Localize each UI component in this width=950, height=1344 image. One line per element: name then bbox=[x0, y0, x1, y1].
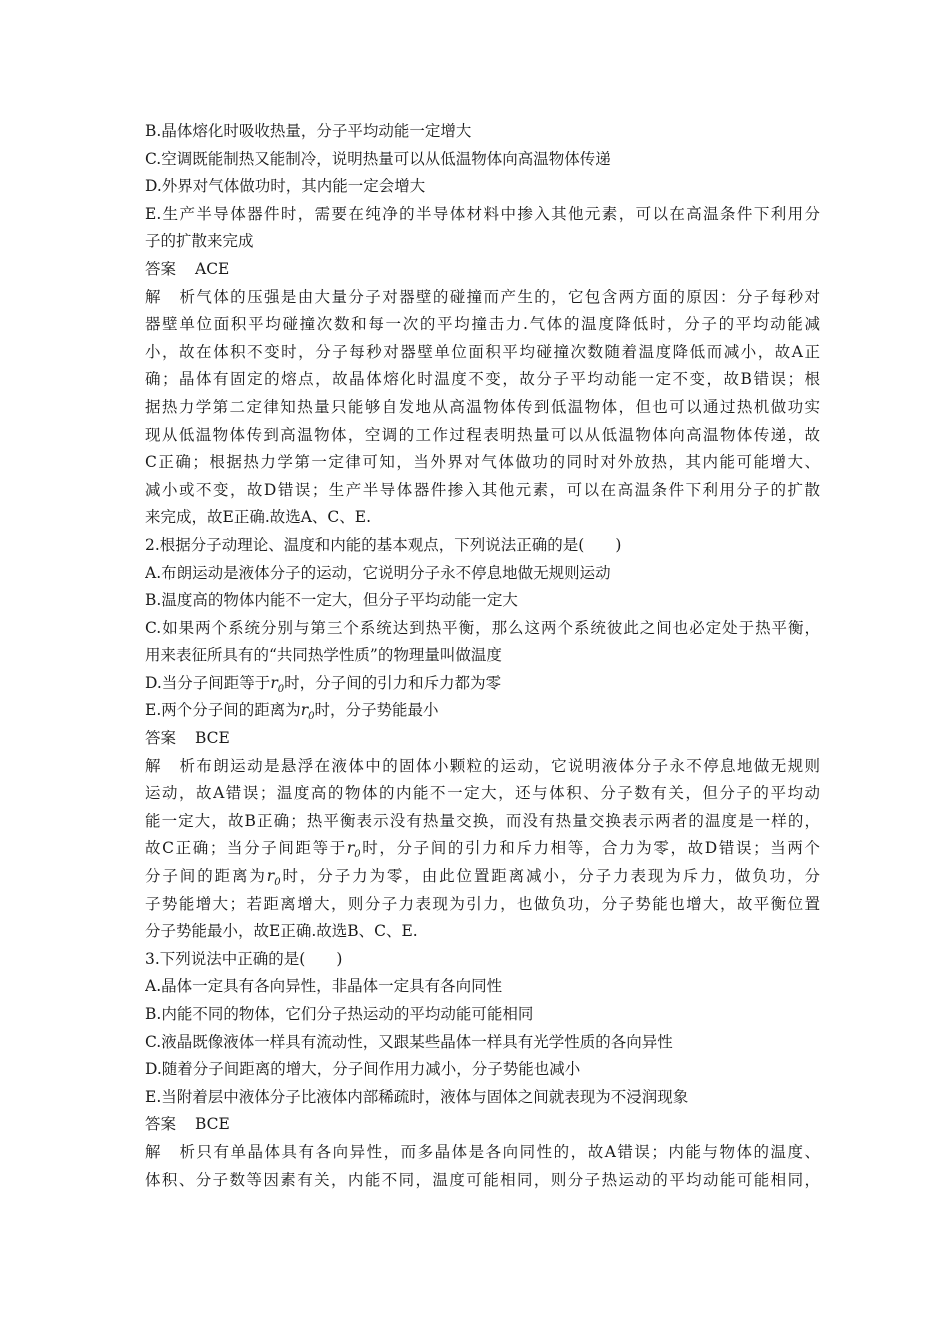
q1-option-e-cont: 子的扩散来完成 bbox=[145, 232, 254, 251]
analysis-label: 解析 bbox=[145, 1142, 195, 1161]
q2-analysis-line: 子势能增大；若距离增大，则分子力表现为引力，也做负功，分子势能也增大，故平衡位置 bbox=[145, 894, 820, 913]
r-letter: r bbox=[300, 701, 309, 720]
analysis-label: 解析 bbox=[145, 756, 195, 775]
q1-option-c: C.空调既能制热又能制冷，说明热量可以从低温物体向高温物体传递 bbox=[145, 149, 611, 168]
q2-option-a: A.布朗运动是液体分子的运动，它说明分子永不停息地做无规则运动 bbox=[145, 563, 611, 582]
analysis-text: 布朗运动是悬浮在液体中的固体小颗粒的运动，它说明液体分子永不停息地做无规则 bbox=[195, 756, 820, 775]
answer-value: BCE bbox=[195, 729, 230, 748]
q2-stem: 2.根据分子动理论、温度和内能的基本观点，下列说法正确的是( ) bbox=[145, 535, 622, 554]
r0-symbol bbox=[346, 839, 361, 861]
r-letter: r bbox=[266, 867, 275, 886]
q2-analysis-line bbox=[145, 835, 820, 863]
option-text: E.两个分子间的距离为 bbox=[145, 701, 301, 720]
q2-option-b: B.温度高的物体内能不一定大，但分子平均动能一定大 bbox=[145, 591, 518, 610]
q1-analysis-line: 器壁单位面积平均碰撞次数和每一次的平均撞击力.气体的温度降低时，分子的平均动能减 bbox=[145, 315, 820, 334]
r-letter: r bbox=[346, 839, 355, 858]
q1-analysis-line: 确；晶体有固定的熔点，故晶体熔化时温度不变，故分子平均动能一定不变，故B错误；根 bbox=[145, 370, 820, 389]
answer-value: ACE bbox=[195, 259, 230, 278]
q2-option-d bbox=[145, 670, 820, 698]
analysis-label: 解析 bbox=[145, 287, 195, 306]
analysis-text: 只有单晶体具有各向异性，而多晶体是各向同性的，故A错误；内能与物体的温度、 bbox=[195, 1142, 820, 1161]
analysis-text: 分子间的距离为 bbox=[145, 867, 267, 886]
document-body bbox=[145, 118, 820, 1194]
q2-analysis-line: 能一定大，故B正确；热平衡表示没有热量交换，而没有热量交换表示两者的温度是一样的， bbox=[145, 811, 820, 830]
q3-option-d: D.随着分子间距离的增大，分子间作用力减小，分子势能也减小 bbox=[145, 1060, 581, 1079]
q1-analysis-line: C正确；根据热力学第一定律可知，当外界对气体做功的同时对外放热，其内能可能增大、 bbox=[145, 453, 820, 472]
q3-analysis-line bbox=[145, 1139, 820, 1167]
r-subscript: 0 bbox=[274, 877, 281, 889]
analysis-text: 时，分子力为零，由此位置距离减小，分子力表现为斥力，做负功，分 bbox=[280, 867, 820, 886]
answer-label: 答案 bbox=[145, 729, 177, 748]
option-text: 时，分子间的引力和斥力都为零 bbox=[284, 673, 502, 692]
analysis-text: 故C正确；当分子间距等于 bbox=[145, 839, 347, 858]
option-text: 时，分子势能最小 bbox=[314, 701, 439, 720]
r-letter: r bbox=[270, 673, 278, 692]
q1-analysis-line: 减小或不变，故D错误；生产半导体器件掺入其他元素，可以在高温条件下利用分子的扩散 bbox=[145, 480, 820, 499]
q1-option-e: E.生产半导体器件时，需要在纯净的半导体材料中掺入其他元素，可以在高温条件下利用分 bbox=[145, 204, 820, 223]
q3-option-e: E.当附着层中液体分子比液体内部稀疏时，液体与固体之间就表现为不浸润现象 bbox=[145, 1087, 689, 1106]
answer-label: 答案 bbox=[145, 1115, 177, 1134]
r0-symbol bbox=[300, 701, 315, 723]
r0-symbol bbox=[270, 673, 285, 695]
q2-analysis-line bbox=[145, 753, 820, 781]
answer-value: BCE bbox=[195, 1115, 230, 1134]
r-subscript: 0 bbox=[277, 683, 285, 695]
q1-analysis-line: 小，故在体积不变时，分子每秒对器壁单位面积平均碰撞次数随着温度降低而减小，故A正 bbox=[145, 342, 820, 361]
q2-analysis-line: 分子势能最小，故E正确.故选B、C、E. bbox=[145, 922, 418, 941]
option-text: D.当分子间距等于 bbox=[145, 673, 271, 692]
q2-option-e bbox=[145, 697, 820, 725]
q2-analysis-line bbox=[145, 863, 820, 891]
q1-analysis-line: 现从低温物体传到高温物体，空调的工作过程表明热量可以从低温物体向高温物体传递，故 bbox=[145, 425, 820, 444]
q1-analysis-line: 来完成，故E正确.故选A、C、E. bbox=[145, 508, 372, 527]
q3-analysis-line: 体积、分子数等因素有关，内能不同，温度可能相同，则分子热运动的平均动能可能相同， bbox=[145, 1170, 820, 1189]
q3-option-a: A.晶体一定具有各向异性，非晶体一定具有各向同性 bbox=[145, 977, 503, 996]
q1-analysis-line: 据热力学第二定律知热量只能够自发地从高温物体传到低温物体，但也可以通过热机做功实 bbox=[145, 397, 820, 416]
r-subscript: 0 bbox=[308, 711, 315, 723]
q1-option-d: D.外界对气体做功时，其内能一定会增大 bbox=[145, 177, 426, 196]
q1-analysis-line bbox=[145, 284, 820, 312]
analysis-text: 时，分子间的引力和斥力相等，合力为零，故D错误；当两个 bbox=[360, 839, 820, 858]
q2-option-c: C.如果两个系统分别与第三个系统达到热平衡，那么这两个系统彼此之间也必定处于热平衡， bbox=[145, 618, 820, 637]
q3-option-c: C.液晶既像液体一样具有流动性，又跟某些晶体一样具有光学性质的各向异性 bbox=[145, 1032, 673, 1051]
q3-stem: 3.下列说法中正确的是( ) bbox=[145, 949, 343, 968]
answer-label: 答案 bbox=[145, 259, 177, 278]
analysis-text: 气体的压强是由大量分子对器壁的碰撞而产生的，它包含两方面的原因：分子每秒对 bbox=[195, 287, 820, 306]
q1-option-b: B.晶体熔化时吸收热量，分子平均动能一定增大 bbox=[145, 122, 472, 140]
q3-option-b: B.内能不同的物体，它们分子热运动的平均动能可能相同 bbox=[145, 1005, 534, 1023]
r0-symbol bbox=[266, 867, 281, 889]
r-subscript: 0 bbox=[354, 849, 361, 861]
q2-analysis-line: 运动，故A错误；温度高的物体的内能不一定大，还与体积、分子数有关，但分子的平均动 bbox=[145, 784, 820, 803]
q2-answer bbox=[145, 725, 820, 753]
q2-option-c-cont: 用来表征所具有的“共同热学性质”的物理量叫做温度 bbox=[145, 646, 502, 665]
q3-answer bbox=[145, 1111, 820, 1139]
q1-answer bbox=[145, 256, 820, 284]
